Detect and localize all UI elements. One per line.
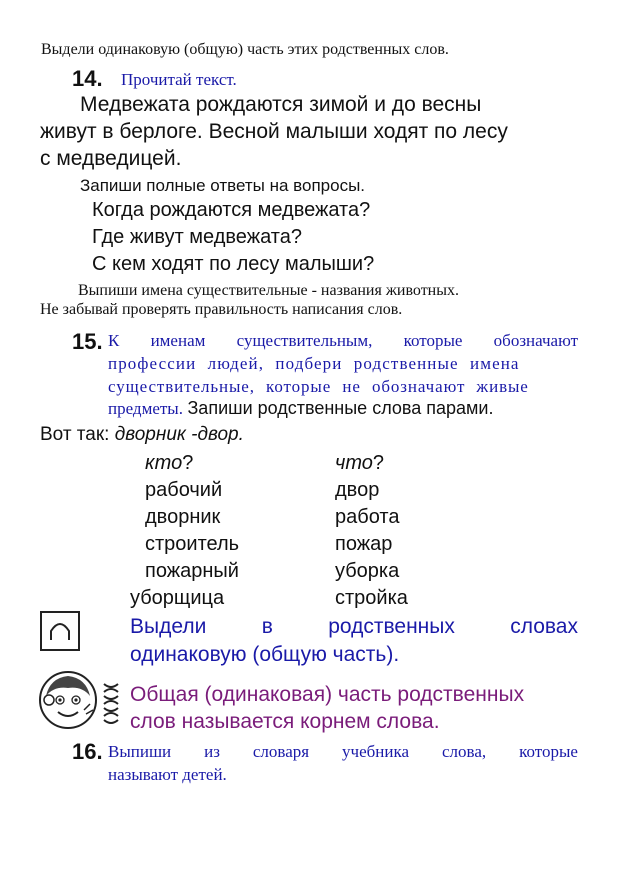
exercise-15-instruction-line-3: существительные, которые не обозначают живые [108,377,529,396]
root-task-text-1 [130,615,578,639]
exercise-16-number: 16. [72,739,103,764]
right-word-4: уборка [335,560,400,582]
word: словаря [252,742,310,761]
root-task-line-1 [130,615,578,639]
right-word-5: стройка [335,587,408,609]
question-1: Когда рождаются медвежата? [92,199,371,221]
exercise-15-instruction-tail: Запиши родственные слова парами. [187,398,494,418]
word: которые [403,331,463,350]
exercise-14-text-line-3: с медведицей. [40,147,182,170]
left-word-5: уборщица [130,587,225,609]
exercise-15-number: 15. [72,329,103,354]
rule-line-2: слов называется корнем слова. [130,710,440,733]
word: обозначают [493,331,578,350]
word: Выдели [130,615,207,638]
left-word-1: рабочий [145,479,223,501]
question-3: С кем ходят по лесу малыши? [92,253,375,275]
word: именам [150,331,206,350]
exercise-16-instruction-line-2: называют детей. [108,765,227,784]
exercise-14-task-line-1: Выпиши имена существительные - названия животных. [78,282,459,299]
girl-avatar-icon [38,670,98,730]
exercise-15-instruction-line-2: профессии людей, подбери родственные имена [108,354,520,373]
word: слова, [442,742,487,761]
example-line [40,424,244,446]
right-word-2: работа [335,506,400,528]
exercise-15-instruction-line-1 [108,331,578,351]
right-word-1: двор [335,479,380,501]
exercise-14-answer-prompt: Запиши полные ответы на вопросы. [80,176,366,195]
example-pair: дворник -двор. [114,424,244,445]
root-task-line-2: одинаковую (общую часть). [130,643,400,666]
exercise-15-instruction-text-4: предметы. [108,399,183,418]
exercise-15-instruction-text-1 [108,331,578,351]
column-left-header-qmark: ? [182,452,194,474]
exercise-14-number: 14. [72,66,103,91]
left-word-4: пожарный [145,560,239,582]
rule-line-1: Общая (одинаковая) часть родственных [130,683,525,706]
word: в [261,615,273,638]
column-right-header-word: что [335,452,373,474]
exercise-14-instruction: Прочитай текст. [121,70,237,89]
word: словах [510,615,578,638]
column-left-header [145,452,193,475]
exercise-14-text-line-2: живут в берлоге. Весной малыши ходят по лесу [40,120,508,143]
word: существительным, [236,331,373,350]
exercise-14-text-line-1: Медвежата рождаются зимой и до весны [80,93,482,116]
word: Выпиши [108,742,172,761]
word: из [204,742,220,761]
exercise-14-task-line-2: Не забывай проверять правильность написания слов. [40,301,403,318]
left-word-3: строитель [145,533,240,555]
chain-ornament-icon [100,680,122,730]
root-mark-icon [40,611,80,651]
exercise-16-instruction-line-1 [108,742,578,762]
word: родственных [328,615,455,638]
column-right-header [335,452,384,475]
word: которые [519,742,578,761]
right-word-3: пожар [335,533,393,555]
word: К [108,331,120,350]
question-2: Где живут медвежата? [92,226,302,248]
column-right-header-qmark: ? [372,452,385,474]
exercise-16-instruction-text-1 [108,742,578,762]
intro-line: Выдели одинаковую (общую) часть этих родственных слов. [41,41,449,58]
left-word-2: дворник [145,506,221,528]
example-prefix: Вот так: [40,424,110,445]
exercise-15-instruction-line-4 [108,398,494,419]
word: учебника [342,742,410,761]
column-left-header-word: кто [145,452,183,474]
